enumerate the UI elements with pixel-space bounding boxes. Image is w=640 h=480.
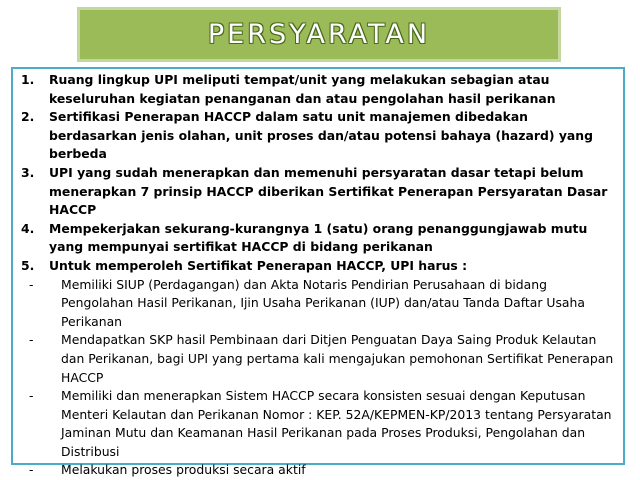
sub-list-item	[21, 461, 617, 480]
list-item-text: UPI yang sudah menerapkan dan memenuhi persyaratan dasar tetapi belum menerapkan 7 prinsip HACCP diberikan Sertifikat Penerapan Persyaratan Dasar HACCP	[49, 164, 608, 218]
list-item-text: Mempekerjakan sekurang-kurangnya 1 (satu) orang penanggungjawab mutu yang mempunyai sertifikat HACCP di bidang perikanan	[49, 220, 588, 255]
list-item	[21, 220, 617, 257]
sub-list-item-text: Melakukan proses produksi secara aktif	[61, 462, 306, 478]
sub-list-item-text: Memiliki dan menerapkan Sistem HACCP secara konsisten sesuai dengan Keputusan Menteri Kelautan dan Perikanan Nomor : KEP. 52A/KEPMEN-KP/2013 tentang Persyaratan Jaminan Mutu dan Keamanan Hasil Perikanan pada Proses Produksi, Pengolahan dan Distribusi	[61, 388, 612, 459]
sub-list-item-text: Mendapatkan SKP hasil Pembinaan dari Ditjen Penguatan Daya Saing Produk Kelautan dan Perikanan, bagi UPI yang pertama kali mengajukan pemohonan Sertifikat Penerapan HACCP	[61, 332, 614, 385]
list-item-number: 1.	[21, 72, 35, 87]
dash-bullet: -	[29, 276, 34, 292]
sub-list-item	[21, 387, 617, 461]
list-item-number: 3.	[21, 164, 35, 180]
list-item	[21, 164, 617, 220]
list-item-number: 2.	[21, 109, 35, 125]
sub-requirements-list	[21, 276, 617, 480]
list-item	[21, 257, 617, 276]
list-item-text: Untuk memperoleh Sertifikat Penerapan HACCP, UPI harus :	[49, 257, 468, 273]
requirements-list	[21, 71, 617, 276]
list-item-text: Sertifikasi Penerapan HACCP dalam satu unit manajemen dibedakan berdasarkan jenis olahan, unit proses dan/atau potensi bahaya (hazard) yang berbeda	[49, 109, 593, 162]
dash-bullet: -	[29, 332, 34, 348]
list-item-number: 5.	[21, 257, 35, 273]
list-item	[21, 108, 617, 164]
title-banner	[77, 7, 561, 62]
list-item	[21, 71, 617, 108]
requirements-panel	[11, 67, 625, 478]
list-item-text: Ruang lingkup UPI meliputi tempat/unit yang melakukan sebagian atau keseluruhan kegiatan penanganan dan atau pengolahan hasil perikanan	[49, 72, 556, 106]
sub-list-item	[21, 331, 617, 387]
dash-bullet: -	[29, 388, 34, 404]
sub-list-item	[21, 276, 617, 332]
dash-bullet: -	[29, 462, 34, 478]
list-item-number: 4.	[21, 220, 35, 236]
page-title: PERSYARATAN	[207, 19, 431, 50]
sub-list-item-text: Memiliki SIUP (Perdagangan) dan Akta Notaris Pendirian Perusahaan di bidang Pengolahan Hasil Perikanan, Ijin Usaha Perikanan (IUP) dan/atau Tanda Daftar Usaha Perikanan	[61, 276, 585, 329]
